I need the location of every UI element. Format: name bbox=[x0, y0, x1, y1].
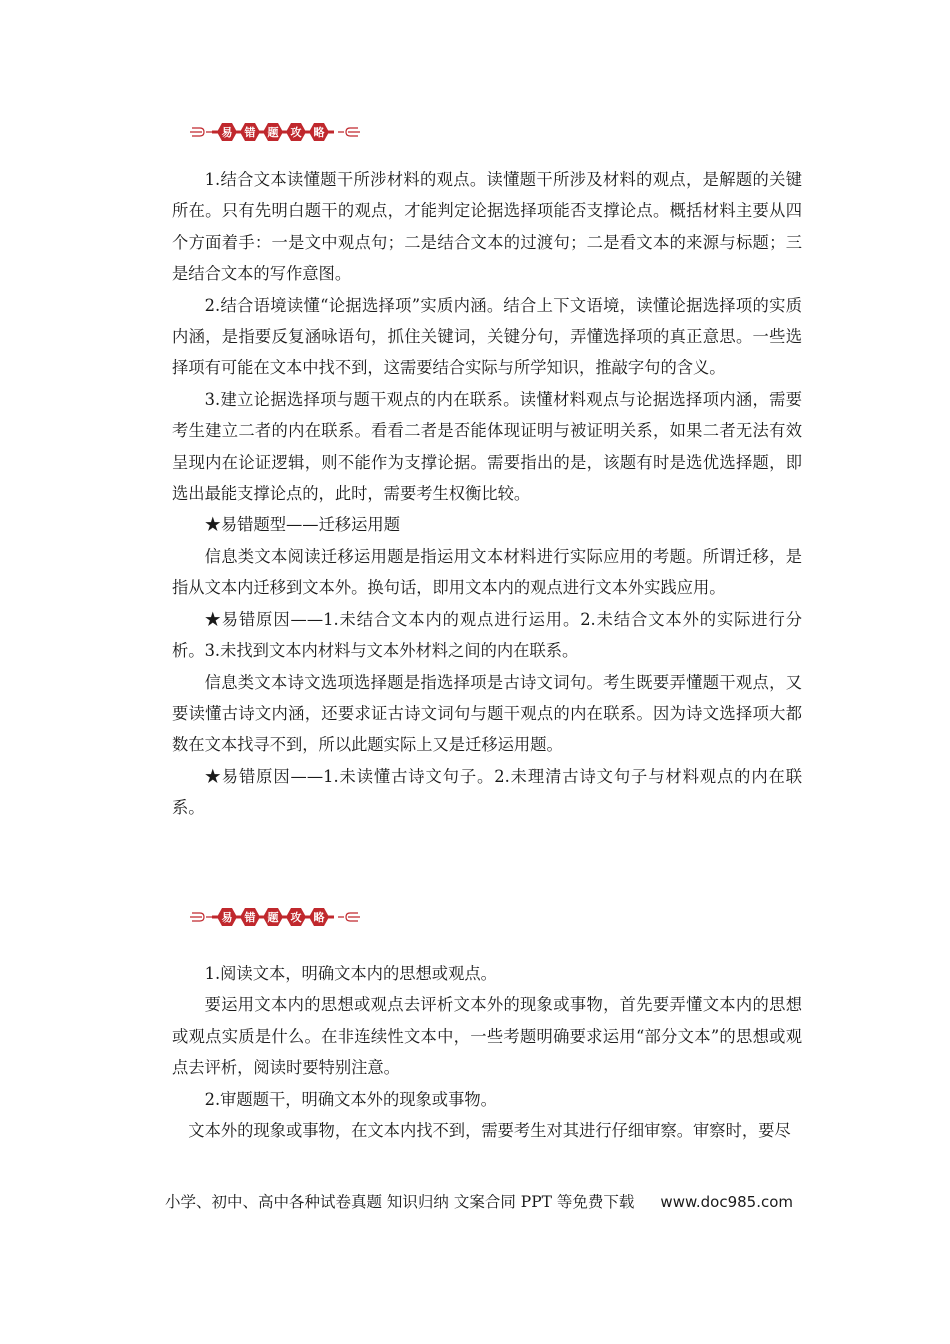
paragraph: ★易错原因——1.未读懂古诗文句子。2.未理清古诗文句子与材料观点的内在联系。 bbox=[172, 766, 802, 818]
subheading: 2.审题题干，明确文本外的现象或事物。 bbox=[204, 1089, 497, 1109]
paragraph: 文本外的现象或事物，在文本内找不到，需要考生对其进行仔细审察。审察时，要尽 bbox=[188, 1121, 791, 1141]
banner1-char-2: 错 bbox=[244, 126, 256, 139]
banner1-char-1: 易 bbox=[221, 126, 233, 139]
banner2-char-2: 错 bbox=[244, 911, 256, 924]
banner1-char-4: 攻 bbox=[290, 126, 302, 139]
section-banner-1 bbox=[188, 120, 362, 144]
subheading: 1.阅读文本，明确文本内的思想或观点。 bbox=[204, 964, 497, 983]
banner2-char-1: 易 bbox=[221, 911, 233, 924]
banner2-char-4: 攻 bbox=[290, 911, 302, 924]
decorative-banner-graphic bbox=[188, 905, 362, 929]
section-1-body bbox=[172, 164, 802, 824]
footer-url[interactable]: www.doc985.com bbox=[660, 1193, 793, 1211]
paragraph: 1.结合文本读懂题干所涉材料的观点。读懂题干所涉及材料的观点，是解题的关键所在。只有先明白题干的观点，才能判定论据选择项能否支撑论点。概括材料主要从四个方面着手：一是文中观点句；二是结合文本的过渡句；二是看文本的来源与标题；三是结合文本的写作意图。 bbox=[172, 170, 802, 284]
paragraph: ★易错原因——1.未结合文本内的观点进行运用。2.未结合文本外的实际进行分析。3.未找到文本内材料与文本外材料之间的内在联系。 bbox=[172, 609, 802, 661]
paragraph: 信息类文本诗文选项选择题是指选择项是古诗文词句。考生既要弄懂题干观点，又要读懂古诗文内涵，还要求证古诗文词句与题干观点的内在联系。因为诗文选择项大都数在文本找寻不到，所以此题实际上又是迁移运用题。 bbox=[172, 672, 802, 755]
section-2-body bbox=[172, 958, 802, 1146]
page-footer bbox=[165, 1190, 805, 1214]
footer-text: 小学、初中、高中各种试卷真题 知识归纳 文案合同 PPT 等免费下载 bbox=[165, 1193, 635, 1211]
section-banner-2 bbox=[188, 905, 362, 929]
paragraph: 信息类文本阅读迁移运用题是指运用文本材料进行实际应用的考题。所谓迁移，是指从文本内迁移到文本外。换句话，即用文本内的观点进行文本外实践应用。 bbox=[172, 546, 802, 598]
decorative-banner-graphic bbox=[188, 120, 362, 144]
paragraph: 2.结合语境读懂“论据选择项”实质内涵。结合上下文语境，读懂论据选择项的实质内涵，是指要反复涵咏语句，抓住关键词，关键分句，弄懂选择项的真正意思。一些选择项有可能在文本中找不到，这需要结合实际与所学知识，推敲字句的含义。 bbox=[172, 295, 802, 378]
paragraph: 要运用文本内的思想或观点去评析文本外的现象或事物，首先要弄懂文本内的思想或观点实质是什么。在非连续性文本中，一些考题明确要求运用“部分文本”的思想或观点去评析，阅读时要特别注意。 bbox=[172, 995, 802, 1078]
banner1-char-5: 略 bbox=[313, 126, 325, 139]
subheading: ★易错题型——迁移运用题 bbox=[204, 515, 400, 535]
banner2-char-5: 略 bbox=[313, 911, 325, 924]
paragraph: 3.建立论据选择项与题干观点的内在联系。读懂材料观点与论据选择项内涵，需要考生建立二者的内在联系。看看二者是否能体现证明与被证明关系，如果二者无法有效呈现内在论证逻辑，则不能作为支撑论据。需要指出的是，该题有时是选优选择题，即选出最能支撑论点的，此时，需要考生权衡比较。 bbox=[172, 389, 802, 504]
banner1-char-3: 题 bbox=[267, 126, 279, 139]
banner2-char-3: 题 bbox=[267, 911, 279, 924]
